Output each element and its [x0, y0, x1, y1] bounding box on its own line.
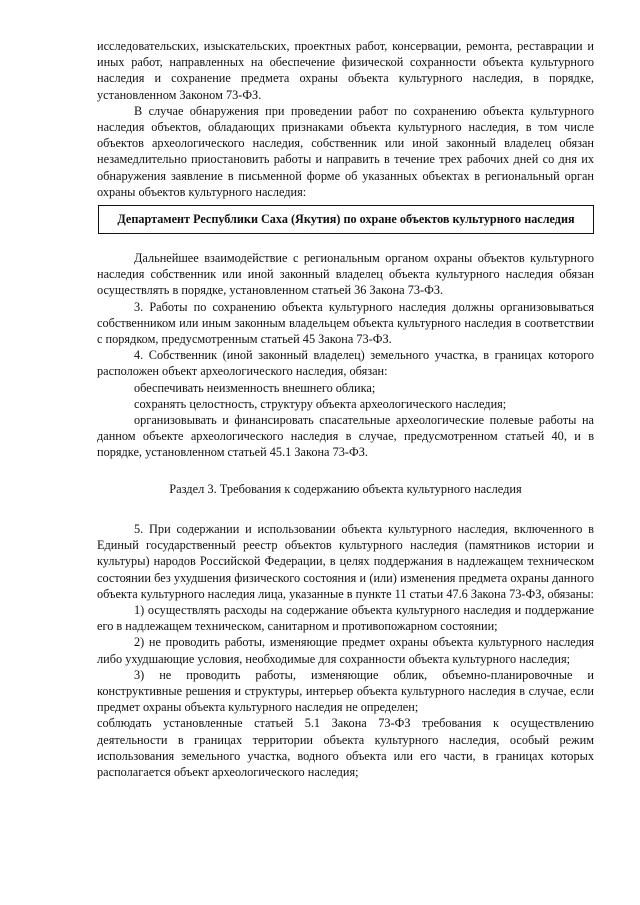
section-title: Раздел 3. Требования к содержанию объекта культурного наследия: [169, 482, 522, 496]
paragraph: сохранять целостность, структуру объекта археологического наследия;: [134, 396, 507, 411]
paragraph: Дальнейшее взаимодействие с региональным органом охраны объектов культурного наследия собственник или иной законный владелец объекта культурного наследия обязан осуществлять в порядке, установленном статьей 36 Закона 73-ФЗ.: [97, 251, 594, 298]
paragraph: 5. При содержании и использовании объекта культурного наследия, включенного в Единый государственный реестр объектов культурного наследия (памятников истории и культуры) народов Российской Федерации, в целях поддержания в надлежащем техническом состоянии без ухудшения физического состояния и (или) изменения предмета охраны данного объекта культурного наследия лица, указанные в пункте 11 статьи 47.6 Закона 73-ФЗ, обязаны:: [97, 522, 594, 601]
paragraph: обеспечивать неизменность внешнего облика;: [134, 380, 376, 395]
paragraph: 3) не проводить работы, изменяющие облик, объемно-планировочные и конструктивные решения и структуры, интерьер объекта культурного наследия в случае, если предмет охраны объекта культурного наследия не определен;: [97, 667, 594, 715]
paragraph: организовывать и финансировать спасательные археологические полевые работы на данном объекте археологического наследия в случае, предусмотренном статьей 40, и в порядке, установленном статьей 45.1 Закона 73-ФЗ.: [97, 413, 594, 460]
paragraph: 3. Работы по сохранению объекта культурного наследия должны организовываться собственником или иным законным владельцем объекта культурного наследия в соответствии с порядком, предусмотренным статьей 45 Закона 73-ФЗ.: [97, 299, 594, 347]
top-text-block: [97, 38, 594, 200]
paragraph: 4. Собственник (иной законный владелец) земельного участка, в границах которого расположен объект археологического наследия, обязан:: [97, 348, 594, 379]
paragraph: 2) не проводить работы, изменяющие предмет охраны объекта культурного наследия либо ухудшающие условия, необходимые для сохранности объекта культурного наследия;: [97, 635, 594, 666]
bottom-text-block: [97, 521, 594, 780]
department-name: Департамент Республики Саха (Якутия) по охране объектов культурного наследия: [117, 212, 575, 226]
department-box: [98, 205, 594, 234]
paragraph: В случае обнаружения при проведении работ по сохранению объекта культурного наследия объектов, обладающих признаками объекта культурного наследия, в том числе объектов археологического наследия, собственник или иной законный владелец обязан незамедлительно приостановить работы и направить в течение трех рабочих дней со дня их обнаружения заявление в письменной форме об указанных объектах в региональный орган охраны объектов культурного наследия:: [97, 103, 594, 199]
paragraph: исследовательских, изыскательских, проектных работ, консервации, ремонта, реставрации и иных работ, направленных на обеспечение физической сохранности объекта культурного наследия и сохранение предмета охраны объекта культурного наследия, в порядке, установленном Законом 73-ФЗ.: [97, 39, 594, 102]
paragraph: соблюдать установленные статьей 5.1 Закона 73-ФЗ требования к осуществлению деятельности в границах территории объекта культурного наследия, особый режим использования земельного участка, водного объекта или его части, в границах которых располагается объект археологического наследия;: [97, 716, 594, 780]
middle-text-block: [97, 250, 594, 461]
paragraph: 1) осуществлять расходы на содержание объекта культурного наследия и поддержание его в надлежащем техническом, санитарном и противопожарном состоянии;: [97, 603, 594, 634]
